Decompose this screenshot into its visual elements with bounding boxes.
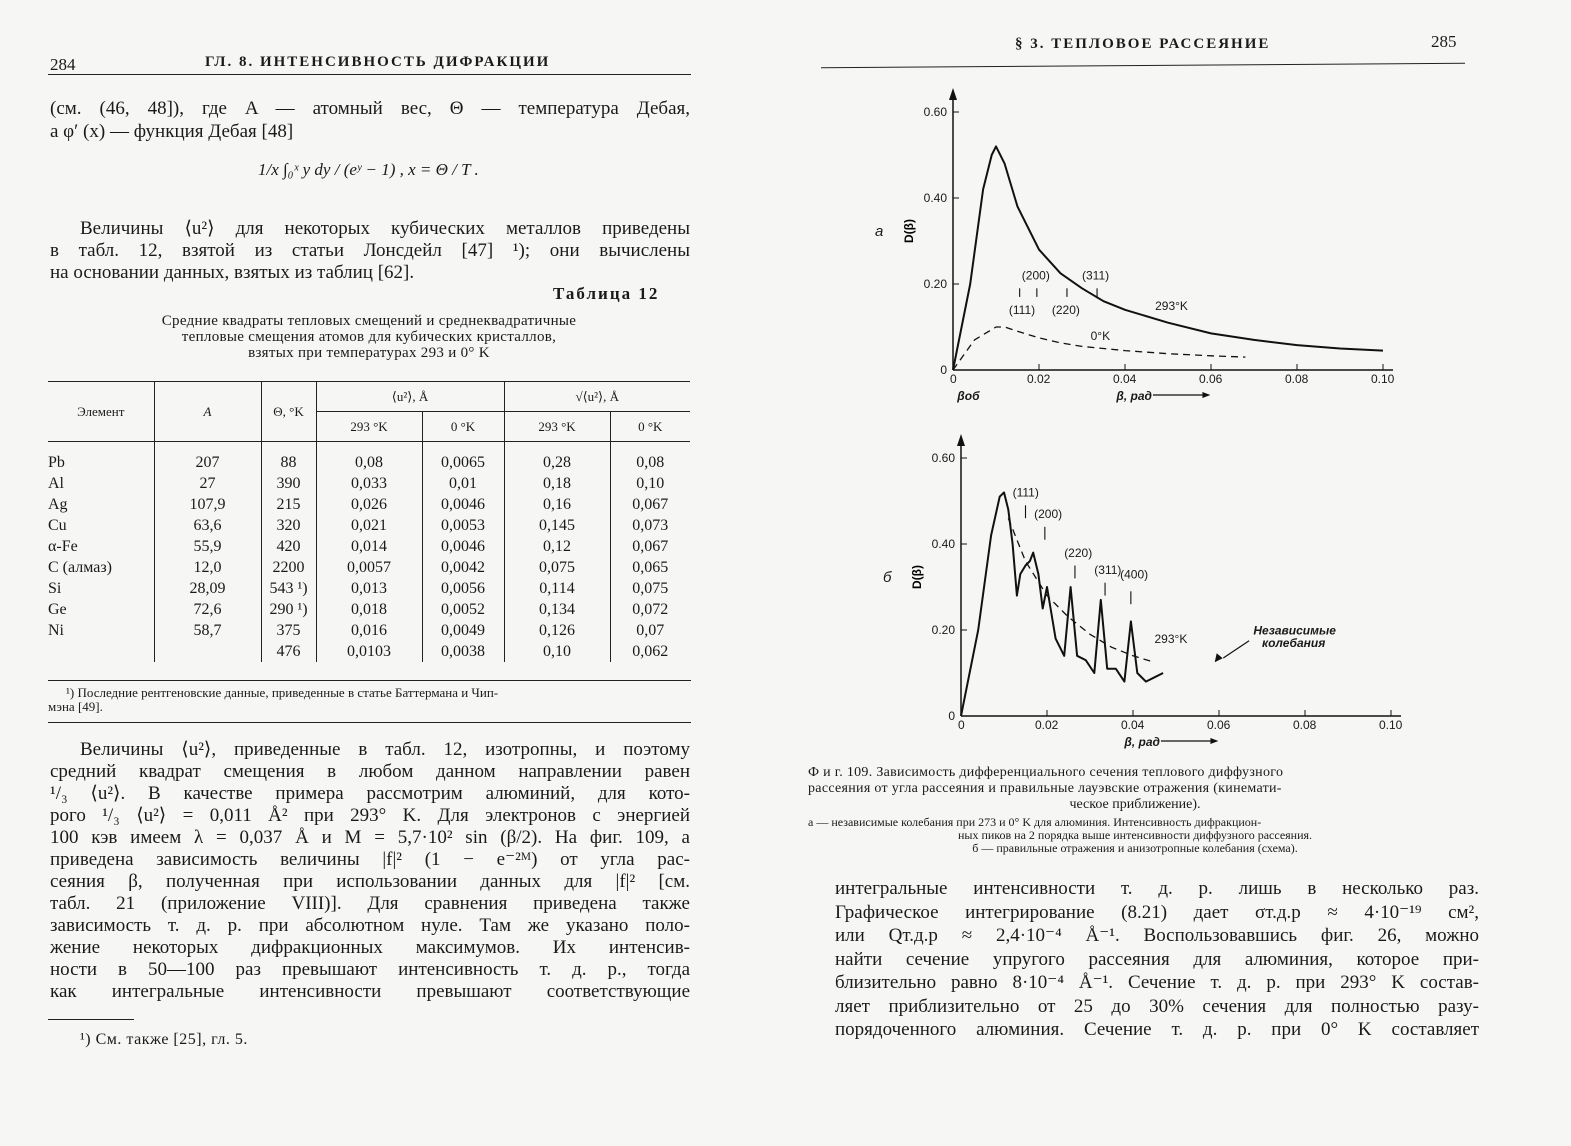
table-cell-u293: 0,018 xyxy=(316,599,422,620)
table-cell-el: Al xyxy=(48,474,64,492)
x-tick-label: 0.02 xyxy=(1035,718,1059,732)
para1-line: на основании данных, взятых из таблиц [62]. xyxy=(50,262,415,283)
table-cell-s0: 0,08 xyxy=(610,442,690,474)
table-cell-T: 290 ¹) xyxy=(261,599,316,620)
table-row xyxy=(48,620,690,641)
panel-a xyxy=(875,88,1395,403)
intro-line: (см. (46, 48]), где A — атомный вес, Θ — температура Дебая, xyxy=(50,98,690,119)
table-cell-u293: 0,0103 xyxy=(316,641,422,662)
series-line-solid xyxy=(961,492,1163,716)
header-rule xyxy=(48,74,691,75)
caption-sub-line: а — независимые колебания при 273 и 0° K для алюминия. Интенсивность дифракцион- xyxy=(808,815,1262,829)
table-cell-u0: 0,0042 xyxy=(422,557,504,578)
table-cell-el: Ge xyxy=(48,600,67,618)
table-row xyxy=(48,494,690,515)
table-cell-u0: 0,0053 xyxy=(422,515,504,536)
table-cell-s0: 0,07 xyxy=(610,620,690,641)
page-number: 285 xyxy=(1431,32,1457,51)
table-cell-s293: 0,10 xyxy=(504,641,610,662)
table-cell-s0: 0,073 xyxy=(610,515,690,536)
table-cell-T: 543 ¹) xyxy=(261,578,316,599)
para2-line: средний квадрат смещения в любом данном направлении равен xyxy=(50,761,690,782)
table-cell-s293: 0,12 xyxy=(504,536,610,557)
table-cell-s0: 0,10 xyxy=(610,473,690,494)
table-cell-A: 28,09 xyxy=(154,578,261,599)
peak-label-220: (220) xyxy=(1064,545,1093,560)
table-cell-el xyxy=(48,641,154,662)
table-cell-u0: 0,0046 xyxy=(422,494,504,515)
table-footnote-line: мэна [49]. xyxy=(48,699,103,714)
table-cell-T: 2200 xyxy=(261,557,316,578)
table-cell-A: 27 xyxy=(154,473,261,494)
table-row xyxy=(48,515,690,536)
right-text-line: или Qт.д.р ≈ 2,4·10⁻⁴ Å⁻¹. Воспользовавшись фиг. 26, можно xyxy=(835,925,1479,946)
table-cell-u0: 0,0052 xyxy=(422,599,504,620)
table-cell-s293: 0,18 xyxy=(504,473,610,494)
para2-line: 100 кэв имеем λ = 0,037 Å и M = 5,7·10² sin (β/2). На фиг. 109, а xyxy=(50,827,690,848)
peak-label-311: (311) xyxy=(1082,268,1110,283)
table-row xyxy=(48,473,690,494)
series-label-0: 0°K xyxy=(1090,328,1111,343)
y-axis-label: D(β) xyxy=(910,565,924,589)
caption-sub-line: б — правильные отражения и анизотропные колебания (схема). xyxy=(972,841,1298,855)
table-cell-A: 55,9 xyxy=(154,536,261,557)
right-text-line: найти сечение упругого рассеяния для алюминия, которое при- xyxy=(835,948,1479,970)
para1-line: Величины ⟨u²⟩ для некоторых кубических металлов приведены xyxy=(80,218,690,239)
table-cell-s0: 0,067 xyxy=(610,536,690,557)
table-cell-el: Pb xyxy=(48,453,65,471)
table-cell-u0: 0,0049 xyxy=(422,620,504,641)
right-text-line: интегральные интенсивности т. д. р. лишь в несколько раз. xyxy=(835,878,1479,899)
page-number: 284 xyxy=(50,55,76,74)
table-cell-s293: 0,126 xyxy=(504,620,610,641)
table-cell-u0: 0,0065 xyxy=(422,442,504,474)
x-tick-label: 0.10 xyxy=(1371,372,1395,386)
caption-line: Ф и г. 109. Зависимость дифференциального сечения теплового диффузного xyxy=(808,765,1284,780)
table-cell-s0: 0,062 xyxy=(610,641,690,662)
table-cell-u293: 0,021 xyxy=(316,515,422,536)
y-tick-label: 0.60 xyxy=(931,451,955,465)
header-u2: ⟨u²⟩, Å xyxy=(316,382,504,412)
intro-line: а φ′ (x) — функция Дебая [48] xyxy=(50,121,294,142)
y-tick-label: 0.20 xyxy=(931,623,955,637)
table-cell-u293: 0,014 xyxy=(316,536,422,557)
x-label-arrowhead xyxy=(1202,392,1210,398)
x-tick-label: 0.08 xyxy=(1293,718,1317,732)
table-cell-s293: 0,16 xyxy=(504,494,610,515)
x-tick-label: 0.10 xyxy=(1379,718,1403,732)
x-tick-label: 0.04 xyxy=(1121,718,1145,732)
header-293: 293 °K xyxy=(504,412,610,442)
table-cell-el: Cu xyxy=(48,516,67,534)
panel-letter: а xyxy=(875,223,884,240)
panel-letter: б xyxy=(883,569,892,586)
table-cell-s293: 0,114 xyxy=(504,578,610,599)
table-cell-u293: 0,013 xyxy=(316,578,422,599)
page-footnote: ¹) См. также [25], гл. 5. xyxy=(80,1031,248,1048)
caption-line: рассеяния от угла рассеяния и правильные лауэвские отражения (кинемати- xyxy=(808,781,1282,796)
panel-b xyxy=(883,434,1403,749)
table-cell-T: 215 xyxy=(261,494,316,515)
left-page xyxy=(0,0,760,1146)
table-cell-A: 107,9 xyxy=(154,494,261,515)
peak-label-311: (311) xyxy=(1094,563,1122,578)
table-cell-el: Ag xyxy=(48,495,68,513)
peak-label-400: (400) xyxy=(1120,567,1149,582)
table-cell-A: 72,6 xyxy=(154,599,261,620)
caption-line: ческое приближение). xyxy=(1069,797,1201,812)
running-head: ГЛ. 8. ИНТЕНСИВНОСТЬ ДИФРАКЦИИ xyxy=(205,54,551,70)
table-row xyxy=(48,536,690,557)
table-row xyxy=(48,557,690,578)
para1-line: в табл. 12, взятой из статьи Лонсдейл [47] ¹); они вычислены xyxy=(50,240,690,261)
table-cell-T: 88 xyxy=(261,442,316,474)
para2-line: ности в 50—100 раз превышают интенсивность т. д. р., тогда xyxy=(50,959,690,980)
y-axis-arrow xyxy=(957,434,965,446)
table-cell-s0: 0,075 xyxy=(610,578,690,599)
table-cell-A: 58,7 xyxy=(154,620,261,641)
table-cell-el: C (алмаз) xyxy=(48,558,112,576)
table-caption-line: взятых при температурах 293 и 0° K xyxy=(248,345,490,361)
table-cell-T: 320 xyxy=(261,515,316,536)
independent-label: Независимые xyxy=(1253,623,1336,638)
table-cell-A: 207 xyxy=(154,442,261,474)
header-atomic-weight: A xyxy=(154,382,261,442)
para2-line: Величины ⟨u²⟩, приведенные в табл. 12, изотропны, и поэтому xyxy=(80,739,690,760)
table-cell-el: Si xyxy=(48,579,62,597)
table-cell-s293: 0,145 xyxy=(504,515,610,536)
peak-label-220: (220) xyxy=(1051,303,1080,318)
x-axis-label: β, рад xyxy=(1124,735,1160,749)
table-cell-s293: 0,075 xyxy=(504,557,610,578)
right-page xyxy=(775,0,1571,1146)
table-row xyxy=(48,442,690,474)
table-cell-u0: 0,0056 xyxy=(422,578,504,599)
y-axis-arrow xyxy=(949,88,957,100)
table-cell-s0: 0,072 xyxy=(610,599,690,620)
table-cell-s293: 0,28 xyxy=(504,442,610,474)
table-cell-T: 390 xyxy=(261,473,316,494)
table-cell-T: 476 xyxy=(261,641,316,662)
right-text-line: ляет приблизительно от 25 до 30% сечения для полностью разу- xyxy=(835,995,1479,1017)
x-tick-label: 0.08 xyxy=(1285,372,1309,386)
beta-label: βоб xyxy=(957,389,980,403)
peak-label-111: (111) xyxy=(1012,485,1039,500)
table-cell-s0: 0,065 xyxy=(610,557,690,578)
y-tick-label: 0.40 xyxy=(931,537,955,551)
para2-line: как интегральные интенсивности превышают соответствующие xyxy=(50,981,690,1002)
table-cell-u293: 0,033 xyxy=(316,473,422,494)
table-row xyxy=(48,578,690,599)
header-rule xyxy=(821,63,1465,68)
table-cell-A xyxy=(154,641,261,662)
independent-arrow xyxy=(1223,641,1249,658)
x-tick-label: 0 xyxy=(950,372,957,386)
y-tick-label: 0 xyxy=(940,363,947,377)
table-cell-T: 375 xyxy=(261,620,316,641)
table-row xyxy=(48,641,690,662)
table-footnote-line: ¹) Последние рентгеновские данные, приведенные в статье Баттермана и Чип- xyxy=(66,685,499,700)
right-text-line: Графическое интегрирование (8.21) дает σт.д.р ≈ 4·10⁻¹⁹ см², xyxy=(835,901,1479,923)
table-footnote-rule xyxy=(48,722,691,723)
series-label-293: 293°K xyxy=(1154,631,1188,646)
table-cell-T: 420 xyxy=(261,536,316,557)
x-tick-label: 0.06 xyxy=(1207,718,1231,732)
table-caption-line: Средние квадраты тепловых смещений и среднеквадратичные xyxy=(161,313,577,329)
peak-label-200: (200) xyxy=(1034,507,1063,522)
table-label: Таблица 12 xyxy=(553,284,660,303)
displacement-table xyxy=(48,381,690,662)
y-tick-label: 0 xyxy=(948,709,955,723)
independent-arrowhead xyxy=(1215,653,1223,662)
series-line-solid xyxy=(953,146,1383,370)
x-tick-label: 0.02 xyxy=(1027,372,1051,386)
x-tick-label: 0.04 xyxy=(1113,372,1137,386)
debye-formula: 1/x ∫₀ˣ y dy / (eʸ − 1) , x = Θ / T . xyxy=(258,160,479,179)
header-sqrt-u2: √⟨u²⟩, Å xyxy=(504,382,690,412)
table-cell-A: 63,6 xyxy=(154,515,261,536)
y-tick-label: 0.40 xyxy=(923,191,947,205)
para2-line: табл. 21 (приложение VIII)]. Для сравнения приведена также xyxy=(50,893,690,914)
right-text-line: близительно равно 8·10⁻⁴ Å⁻¹. Сечение т. д. р. при 293° K состав- xyxy=(835,972,1479,993)
figure-109 xyxy=(865,80,1403,760)
right-text-line: порядоченного алюминия. Сечение т. д. р. при 0° K составляет xyxy=(835,1019,1479,1040)
table-cell-el: Ni xyxy=(48,621,64,639)
independent-label: колебания xyxy=(1262,636,1326,651)
peak-label-111: (111) xyxy=(1008,303,1036,318)
para2-line: рого ¹/₃ ⟨u²⟩ = 0,011 Å² при 293° K. Для электронов с энергией xyxy=(50,805,690,826)
y-tick-label: 0.20 xyxy=(923,277,947,291)
x-tick-label: 0.06 xyxy=(1199,372,1223,386)
table-cell-A: 12,0 xyxy=(154,557,261,578)
header-293: 293 °K xyxy=(316,412,422,442)
x-tick-label: 0 xyxy=(958,718,965,732)
table-cell-u293: 0,026 xyxy=(316,494,422,515)
footnote-rule xyxy=(48,1019,134,1020)
table-cell-s0: 0,067 xyxy=(610,494,690,515)
header-0: 0 °K xyxy=(422,412,504,442)
x-label-arrowhead xyxy=(1210,738,1218,744)
table-cell-u293: 0,0057 xyxy=(316,557,422,578)
table-cell-u293: 0,016 xyxy=(316,620,422,641)
table-cell-u0: 0,0046 xyxy=(422,536,504,557)
table-cell-u0: 0,01 xyxy=(422,473,504,494)
para2-line: зависимость т. д. р. при абсолютном нуле. Там же указано поло- xyxy=(50,915,690,936)
header-0: 0 °K xyxy=(610,412,690,442)
header-element: Элемент xyxy=(77,403,125,419)
para2-line: ¹/₃ ⟨u²⟩. В качестве примера рассмотрим алюминий, для кото- xyxy=(50,783,690,804)
table-caption-line: тепловые смещения атомов для кубических кристаллов, xyxy=(181,329,557,345)
table-cell-s293: 0,134 xyxy=(504,599,610,620)
y-axis-label: D(β) xyxy=(902,219,916,243)
y-tick-label: 0.60 xyxy=(923,105,947,119)
x-axis-label: β, рад xyxy=(1116,389,1152,403)
table-cell-u0: 0,0038 xyxy=(422,641,504,662)
table-row xyxy=(48,599,690,620)
para2-line: приведена зависимость величины |f|² (1 − e⁻²ᴹ) от угла рас- xyxy=(50,849,690,870)
running-head: § 3. ТЕПЛОВОЕ РАССЕЯНИЕ xyxy=(1015,36,1271,52)
peak-label-200: (200) xyxy=(1021,268,1050,283)
para2-line: сеяния β, полученная при использовании данных для |f|² [см. xyxy=(50,871,690,892)
table-cell-u293: 0,08 xyxy=(316,442,422,474)
table-bottom-rule xyxy=(48,680,691,681)
header-debye-temp: Θ, °K xyxy=(261,382,316,442)
caption-sub-line: ных пиков на 2 порядка выше интенсивности диффузного рассеяния. xyxy=(957,828,1313,842)
para2-line: жение некоторых дифракционных максимумов. Их интенсив- xyxy=(50,937,690,958)
series-label-293: 293°K xyxy=(1155,298,1188,313)
table-cell-el: α-Fe xyxy=(48,537,78,555)
